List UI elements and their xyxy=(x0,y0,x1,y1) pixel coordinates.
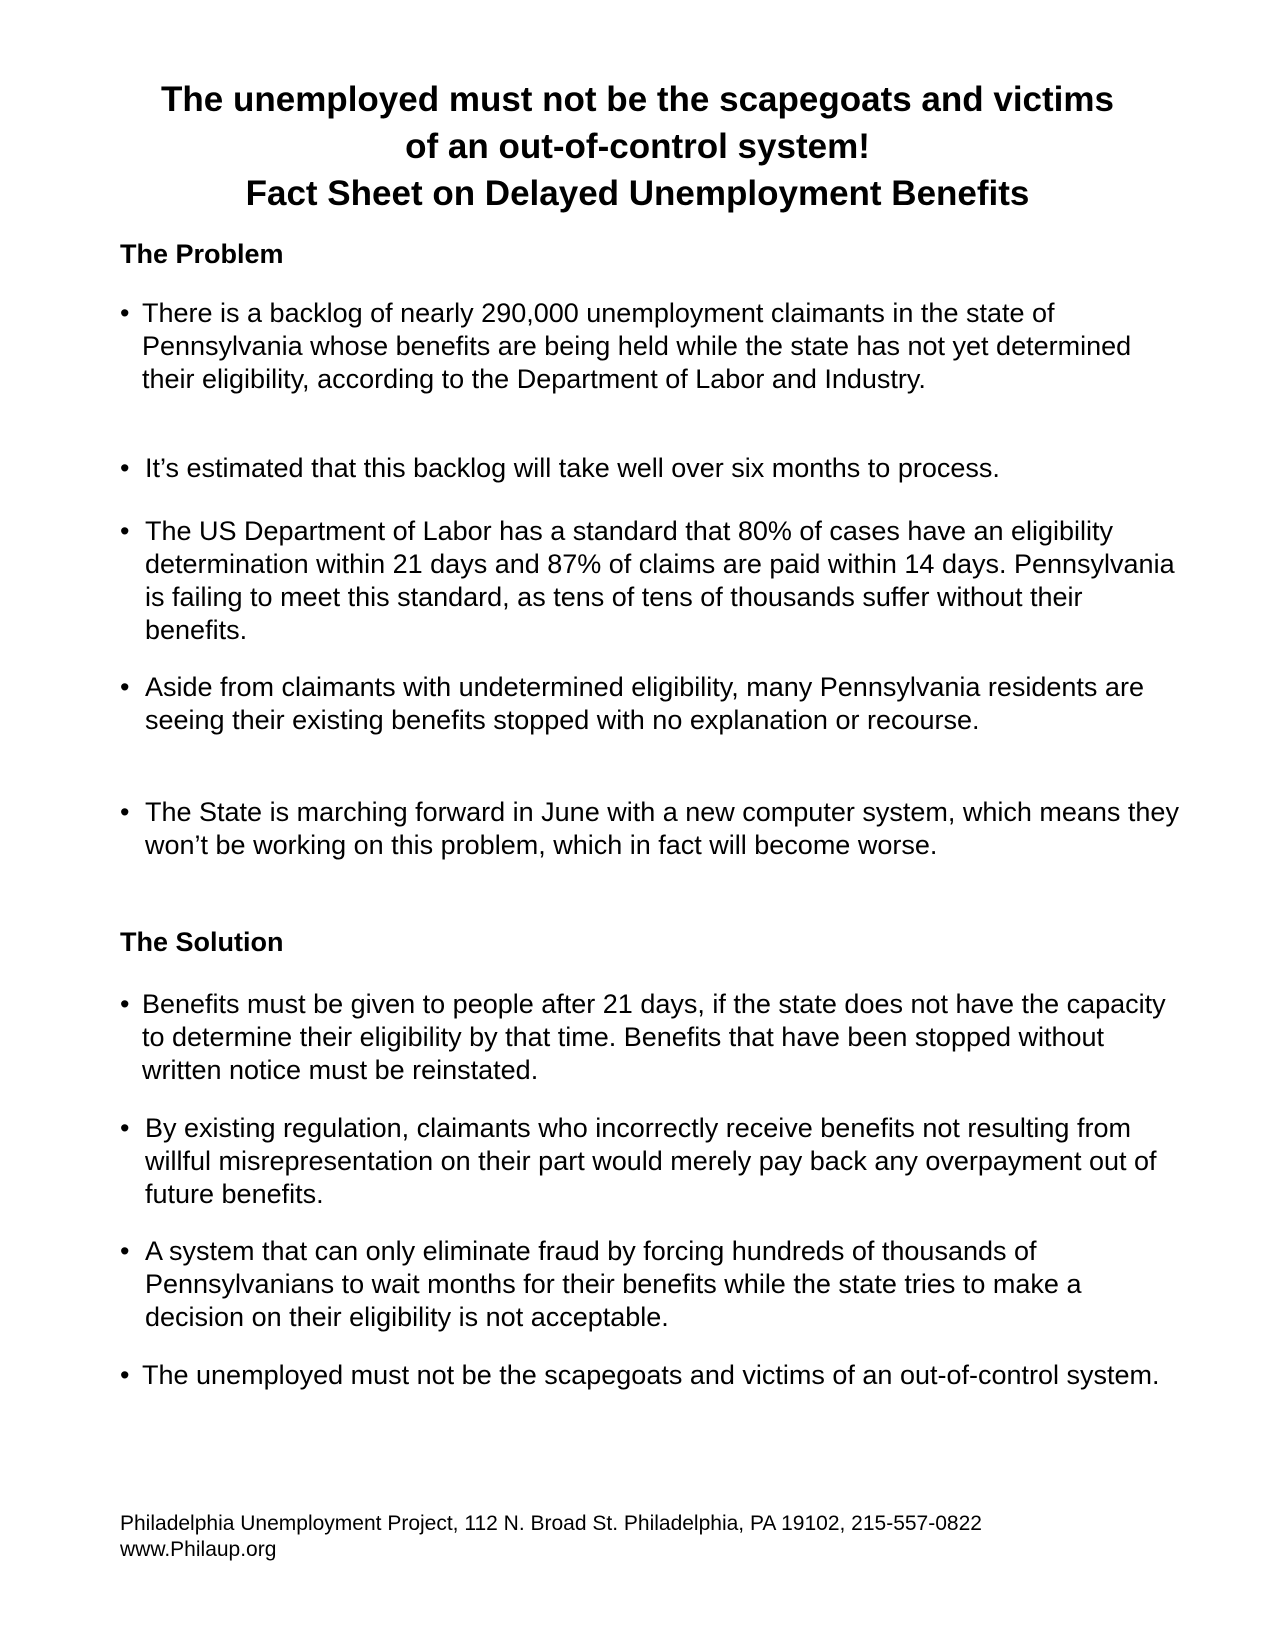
bullet-text: By existing regulation, claimants who incorrectly receive benefits not resulting from willful misrepresentation on their part would merely pay back any overpayment out of future benefits. xyxy=(145,1113,1157,1209)
problem-bullet-5 xyxy=(120,796,1180,862)
bullet-dot: • xyxy=(120,1360,130,1390)
bullet-dot: • xyxy=(120,1236,130,1266)
footer xyxy=(120,1511,982,1563)
bullet-dot: • xyxy=(120,797,130,827)
bullet-dot: • xyxy=(120,672,130,702)
title-line-2: of an out-of-control system! xyxy=(405,127,870,166)
problem-heading: The Problem xyxy=(120,239,284,269)
bullet-text: There is a backlog of nearly 290,000 unemployment claimants in the state of Pennsylvania whose benefits are being held while the state has not yet determined their eligibility, according to the Department of Labor and Industry. xyxy=(142,298,1132,394)
bullet-text: Benefits must be given to people after 21 days, if the state does not have the capacity to determine their eligibility by that time. Benefits that have been stopped without written notice must be reinstated. xyxy=(142,989,1166,1085)
bullet-text: It’s estimated that this backlog will take well over six months to process. xyxy=(145,453,1000,483)
document-title xyxy=(0,76,1275,217)
problem-bullet-1 xyxy=(120,297,1180,396)
bullet-text: The State is marching forward in June with a new computer system, which means they won’t be working on this problem, which in fact will become worse. xyxy=(145,797,1179,860)
solution-bullet-4 xyxy=(120,1359,1180,1392)
problem-bullet-4 xyxy=(120,671,1180,737)
bullet-text: The unemployed must not be the scapegoats and victims of an out-of-control system. xyxy=(142,1360,1160,1390)
bullet-dot: • xyxy=(120,453,130,483)
bullet-dot: • xyxy=(120,516,130,546)
bullet-text: The US Department of Labor has a standard that 80% of cases have an eligibility determination within 21 days and 87% of claims are paid within 14 days. Pennsylvania is failing to meet this standard, as tens of tens of thousands suffer without their benefits. xyxy=(145,516,1175,645)
bullet-text: A system that can only eliminate fraud by forcing hundreds of thousands of Pennsylvanians to wait months for their benefits while the state tries to make a decision on their eligibility is not acceptable. xyxy=(145,1236,1082,1332)
footer-address: Philadelphia Unemployment Project, 112 N. Broad St. Philadelphia, PA 19102, 215-557-0822 xyxy=(120,1512,982,1535)
problem-bullet-3 xyxy=(120,515,1180,647)
title-line-3: Fact Sheet on Delayed Unemployment Benefits xyxy=(245,174,1030,213)
solution-bullet-3 xyxy=(120,1235,1180,1334)
bullet-dot: • xyxy=(120,1113,130,1143)
solution-heading: The Solution xyxy=(120,927,284,957)
bullet-text: Aside from claimants with undetermined eligibility, many Pennsylvania residents are seeing their existing benefits stopped with no explanation or recourse. xyxy=(145,672,1144,735)
solution-bullet-1 xyxy=(120,988,1180,1087)
problem-bullet-2 xyxy=(120,452,1180,485)
bullet-dot: • xyxy=(120,298,130,328)
solution-bullet-2 xyxy=(120,1112,1180,1211)
title-line-1: The unemployed must not be the scapegoats and victims xyxy=(161,80,1114,119)
bullet-dot: • xyxy=(120,989,130,1019)
footer-website: www.Philaup.org xyxy=(120,1538,277,1561)
